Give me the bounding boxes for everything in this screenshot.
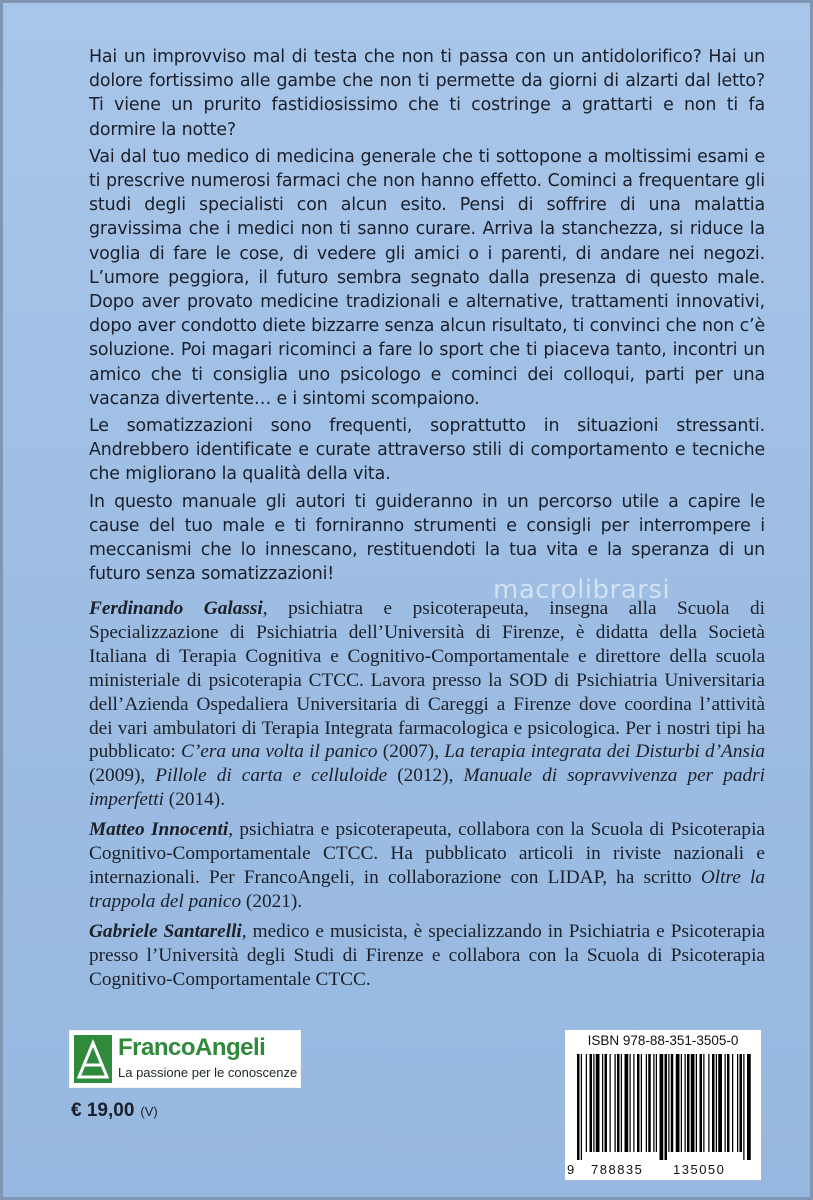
isbn-label: ISBN 978-88-351-3505-0 [587, 1033, 739, 1048]
author-name: Matteo Innocenti [89, 819, 229, 841]
blurb-text [89, 45, 765, 589]
barcode-bars [575, 1054, 751, 1160]
publisher-name: FrancoAngeli [118, 1034, 266, 1061]
author-bio-innocenti [89, 818, 765, 914]
book-title: Manuale di sopravvivenza per padri imperfetti [89, 765, 765, 811]
publisher-tagline: La passione per le conoscenze [118, 1065, 298, 1080]
author-bios [89, 597, 765, 998]
blurb-paragraph: Hai un improvviso mal di testa che non ti passa con un antidolorifico? Hai un dolore fortissimo alle gambe che non ti permette da giorni di alzarti dal letto? Ti viene un prurito fastidiosissimo che ti costringe a grattarti e non ti fa dormire la notte? [89, 47, 765, 140]
ean-left-digits: 788835 [591, 1162, 644, 1177]
isbn-barcode [565, 1030, 761, 1180]
blurb-paragraph: Le somatizzazioni sono frequenti, soprattutto in situazioni stressanti. Andrebbero identificate e curate attraverso stili di comportamento e tecniche che migliorano la qualità della vita. [89, 416, 765, 485]
bio-text: (2012), [387, 765, 464, 787]
publisher-logo [69, 1030, 301, 1088]
vat-note: (V) [140, 1104, 158, 1119]
author-name: Gabriele Santarelli [89, 920, 242, 942]
bio-text: , medico e musicista, è specializzando in Psichiatria e Psicoterapia presso l’Università degli Studi di Firenze e collabora con la Scuola di Psicoterapia Cognitivo-Comportamentale CTCC. [89, 920, 765, 990]
book-title: Oltre la trappola del panico [89, 866, 765, 912]
ean-lead-digit: 9 [567, 1162, 575, 1177]
bio-text: (2014). [163, 789, 226, 811]
book-title: La terapia integrata dei Disturbi d’Ansia [444, 741, 765, 763]
book-title: C’era una volta il panico [180, 741, 378, 763]
bio-text: (2009), [89, 765, 156, 787]
author-name: Ferdinando Galassi [89, 598, 263, 619]
author-bio-galassi [89, 597, 765, 812]
publisher-a-icon [74, 1035, 112, 1083]
book-title: Pillole di carta e celluloide [155, 765, 388, 787]
bio-text: (2007), [377, 741, 445, 763]
blurb-paragraph: Vai dal tuo medico di medicina generale che ti sottopone a moltissimi esami e ti prescrive numerosi farmaci che non hanno effetto. Comincі a frequentare gli studi degli specialisti con alcun esito. Pensi di soffrire di una malattia gravissima che i medici non ti sanno curare. Arriva la stanchezza, si riduce la voglia di fare le cose, di vedere gli amici o i parenti, di andare nei negozi. L’umore peggiora, il futuro sembra segnato dalla presenza di questo male. Dopo aver provato medicine tradizionali e alternative, trattamenti innovativi, dopo aver condotto diete bizzarre senza alcun risultato, ti convinci che non c’è soluzione. Poi magari ricominci a fare lo sport che ti piaceva tanto, incontri un amico che ti consiglia uno psicologo e cominci dei colloqui, parti per una vacanza divertente… e i sintomi scompaiono. [89, 146, 765, 409]
blurb-paragraph: In questo manuale gli autori ti guideranno in un percorso utile a capire le cause del tuo male e ti forniranno strumenti e consigli per interrompere i meccanismi che lo innescano, restituendoti la tua vita e la speranza di un futuro senza somatizzazioni! [89, 491, 765, 585]
author-bio-santarelli [89, 920, 765, 992]
price-amount: € 19,00 [71, 1100, 135, 1121]
price [71, 1100, 158, 1122]
bio-text: , psichiatra e psicoterapeuta, collabora con la Scuola di Psicoterapia Cognitivo-Comportamentale CTCC. Ha pubblicato articoli in riviste nazionali e internazionali. Per FrancoAngeli, in collaborazione con LIDAP, ha scritto [89, 819, 765, 888]
bio-text: (2021). [241, 890, 303, 912]
bio-text: , psichiatra e psicoterapeuta, insegna alla Scuola di Specializzazione di Psichiatria dell’Università di Firenze, è didatta della Società Italiana di Terapia Cognitiva e Cognitivo-Comportamentale e direttore della scuola ministeriale di psicoterapia CTCC. Lavora presso la SOD di Psichiatria Universitaria dell’Azienda Ospedaliera Universitaria di Careggi a Firenze dove coordina l’attività dei vari ambulatori di Terapia Integrata farmacologica e psicologica. Per i nostri tipi ha pubblicato: [89, 598, 765, 763]
ean-right-digits: 135050 [673, 1162, 726, 1177]
watermark: macrolibrarsi [493, 575, 671, 605]
